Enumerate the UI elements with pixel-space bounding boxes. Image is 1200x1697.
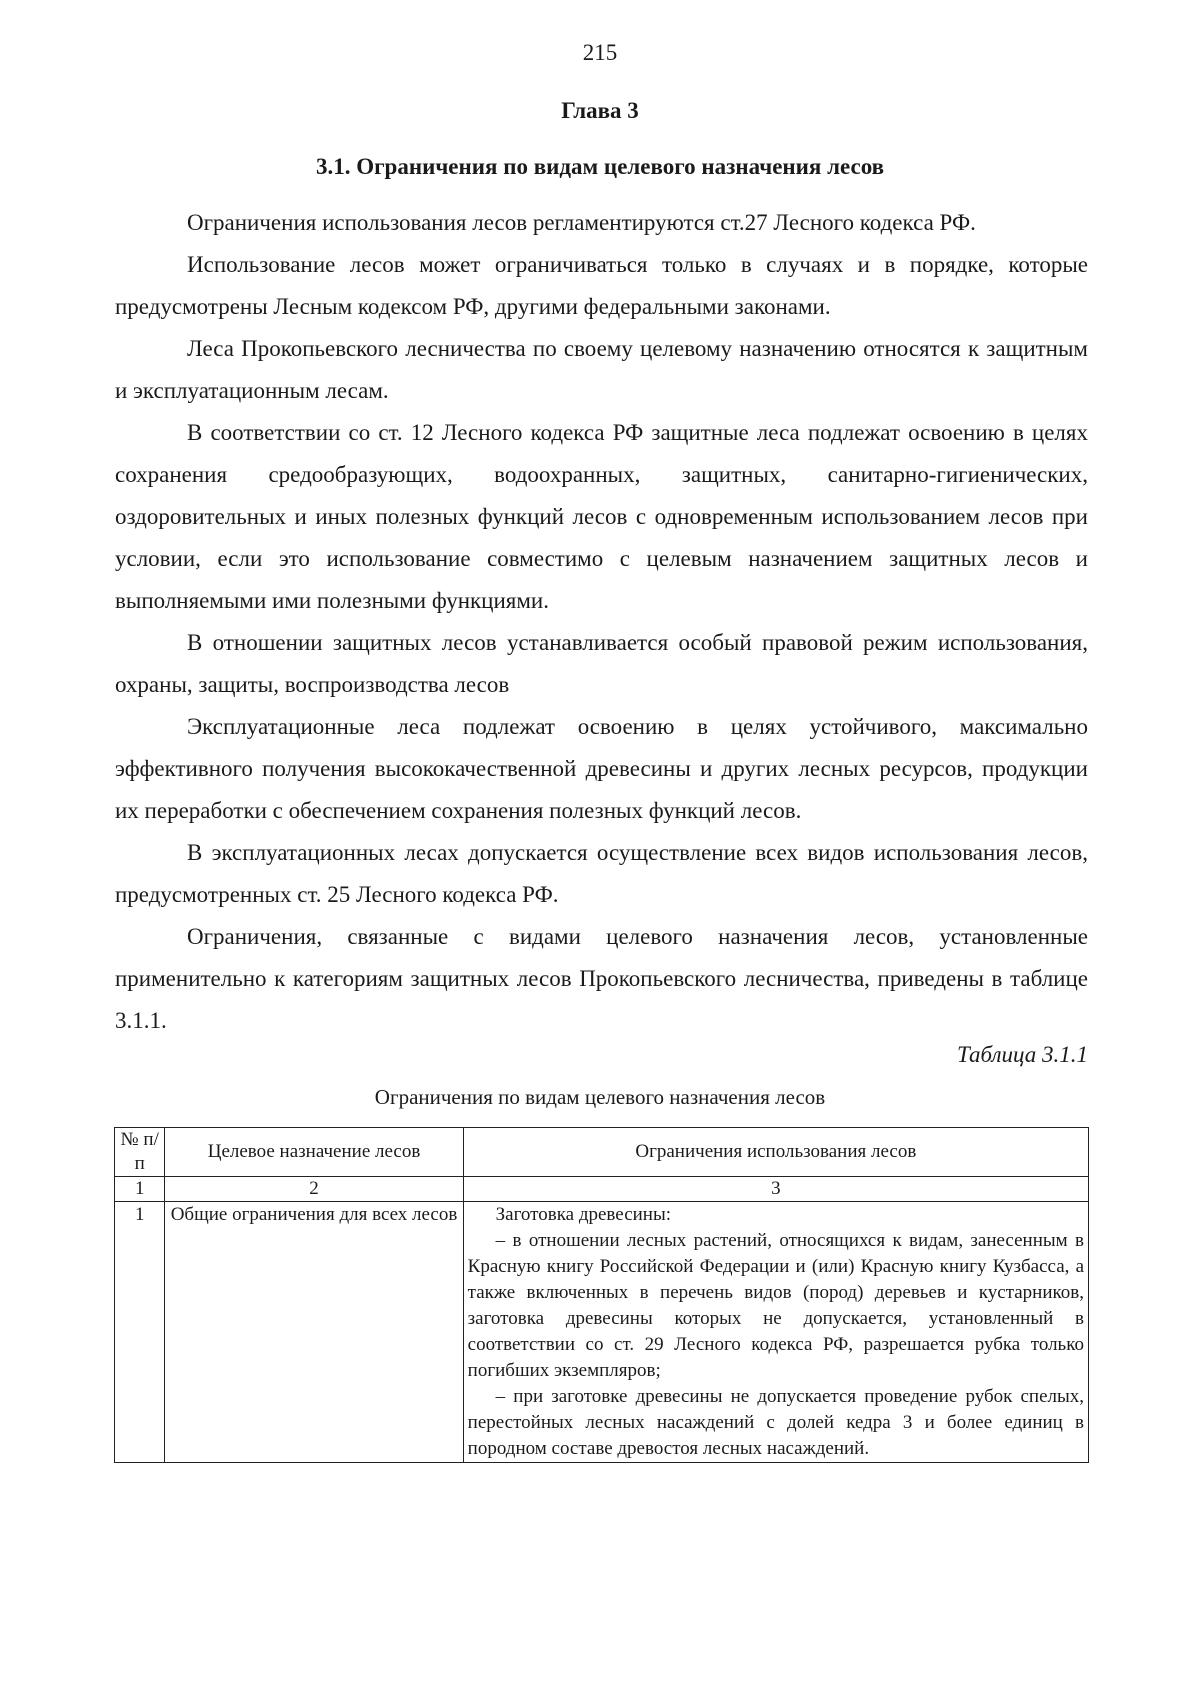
restrictions-heading: Заготовка древесины: (495, 1204, 672, 1225)
paragraph: Использование лесов может ограничиваться только в случаях и в порядке, которые предусмотрены Лесным кодексом РФ, другими федеральными законами. (115, 252, 1088, 319)
paragraph: Леса Прокопьевского лесничества по своему целевому назначению относятся к защитным и эксплуатационным лесам. (115, 336, 1088, 403)
header-cell-number: № п/п (115, 1128, 165, 1177)
restriction-item: – при заготовке древесины не допускается проведение рубок спелых, перестойных лесных насаждений с долей кедра 3 и более единиц в породном составе древостоя лесных насаждений. (467, 1386, 1084, 1459)
column-number-cell: 2 (165, 1177, 463, 1202)
row-number-cell: 1 (115, 1202, 165, 1463)
table-header-row (115, 1128, 1089, 1177)
purpose-cell: Общие ограничения для всех лесов (165, 1202, 463, 1463)
column-number-cell: 3 (463, 1177, 1088, 1202)
header-cell-purpose: Целевое назначение лесов (165, 1128, 463, 1177)
paragraph: В отношении защитных лесов устанавливается особый правовой режим использования, охраны, защиты, воспроизводства лесов (115, 630, 1088, 697)
restrictions-table (114, 1127, 1089, 1463)
header-cell-restrictions: Ограничения использования лесов (463, 1128, 1088, 1177)
restrictions-cell (463, 1202, 1088, 1463)
paragraph: В эксплуатационных лесах допускается осуществление всех видов использования лесов, предусмотренных ст. 25 Лесного кодекса РФ. (115, 840, 1088, 907)
body-text (115, 202, 1088, 1042)
column-number-row (115, 1177, 1089, 1202)
paragraph: В соответствии со ст. 12 Лесного кодекса РФ защитные леса подлежат освоению в целях сохранения средообразующих, водоохранных, защитных, санитарно-гигиенических, оздоровительных и иных полезных функций лесов с одновременным использованием лесов при условии, если это использование совместимо с целевым назначением защитных лесов и выполняемыми ими полезными функциями. (115, 420, 1088, 613)
section-title: 3.1. Ограничения по видам целевого назначения лесов (315, 154, 885, 179)
page-number: 215 (582, 40, 618, 65)
table-title: Ограничения по видам целевого назначения лесов (374, 1085, 826, 1109)
paragraph: Ограничения, связанные с видами целевого назначения лесов, установленные применительно к категориям защитных лесов Прокопьевского лесничества, приведены в таблице 3.1.1. (115, 924, 1088, 1033)
paragraph: Ограничения использования лесов регламентируются ст.27 Лесного кодекса РФ. (187, 210, 976, 235)
restriction-item: – в отношении лесных растений, относящихся к видам, занесенным в Красную книгу Российской Федерации и (или) Красную книгу Кузбасса, а также включенных в перечень видов (пород) деревьев и кустарников, заготовка древесины которых не допускается, установленный в соответствии со ст. 29 Лесного кодекса РФ, разрешается рубка только погибших экземпляров; (467, 1230, 1084, 1381)
table-row (115, 1202, 1089, 1463)
paragraph: Эксплуатационные леса подлежат освоению в целях устойчивого, максимально эффективного получения высококачественной древесины и других лесных ресурсов, продукции их переработки с обеспечением сохранения полезных функций лесов. (115, 714, 1088, 823)
table-label: Таблица 3.1.1 (956, 1042, 1088, 1067)
chapter-title: Глава 3 (561, 98, 639, 123)
column-number-cell: 1 (115, 1177, 165, 1202)
